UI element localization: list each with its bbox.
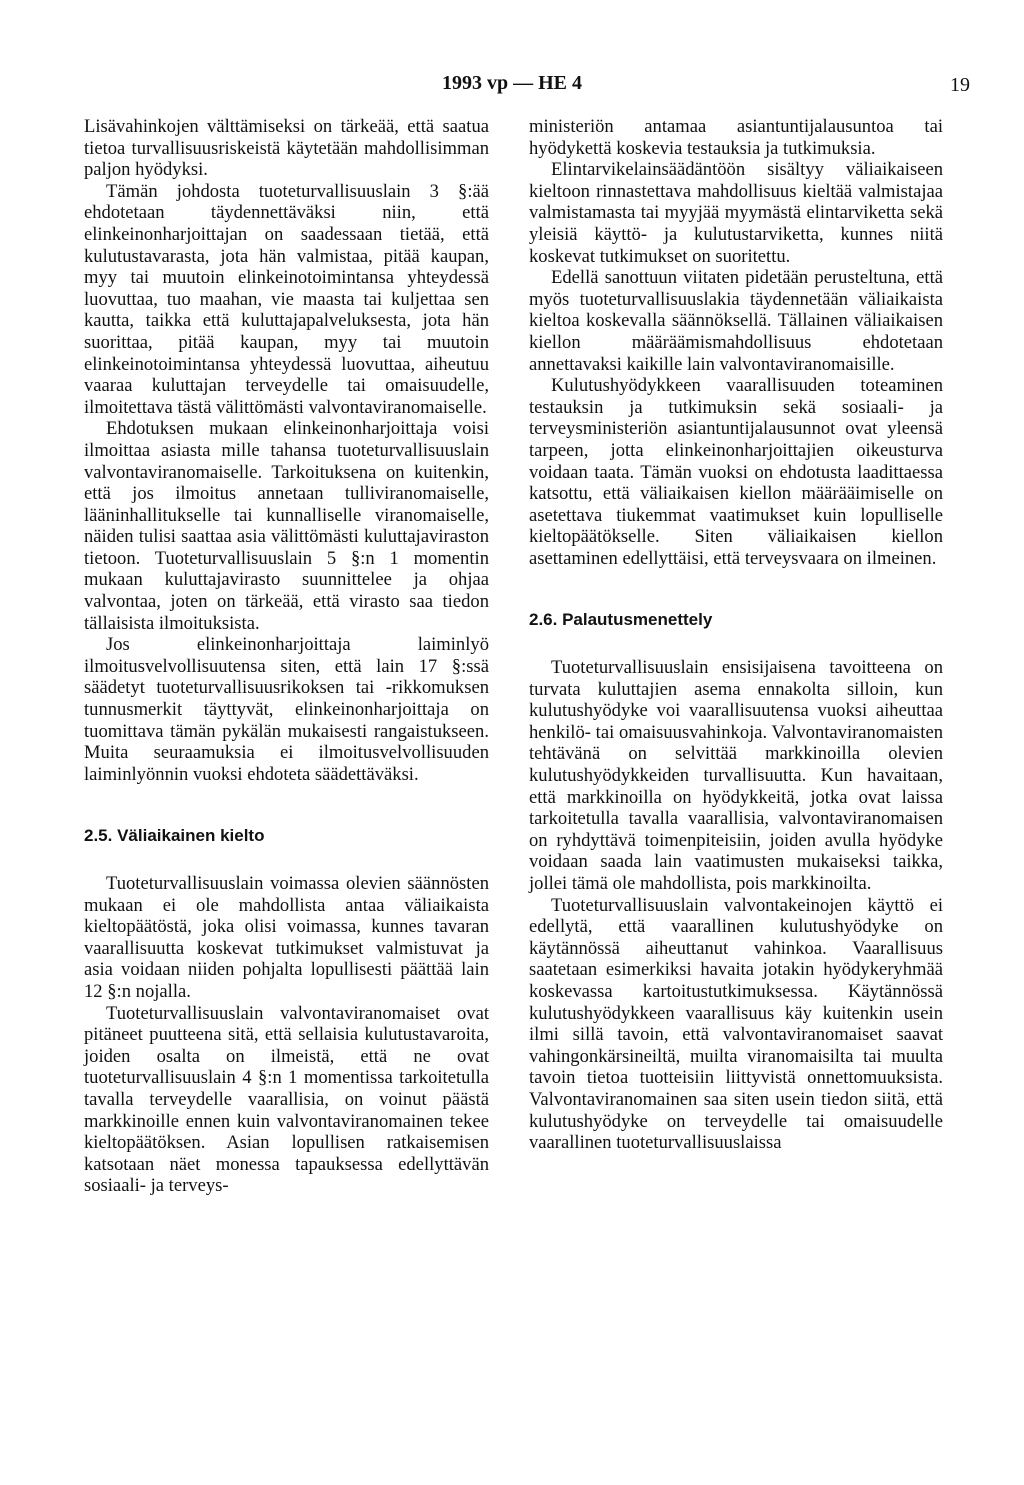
running-head: 1993 vp — HE 4 [441, 72, 583, 94]
left-column [84, 116, 489, 1197]
paragraph: Tuoteturvallisuuslain ensisijaisena tavoitteena on turvata kuluttajien asema ennakolta silloin, kun kulutushyödyke voi vaarallisuutensa vuoksi aiheuttaa henkilö- tai omaisuusvahinkoja. Valvontaviranomaisten tehtävänä on selvittää markkinoilla olevien kulutushyödykkeiden turvallisuutta. Kun havaitaan, että markkinoilla on hyödykkeitä, jotka ovat laissa tarkoitetulla tavalla vaarallisia, valvontaviranomaisen on ryhdyttävä toimenpiteisiin, joiden avulla hyödyke voidaan saada lain vaatimusten mukaiseksi taikka, jollei tämä ole mahdollista, pois markkinoilta. [529, 657, 943, 894]
page-number: 19 [950, 74, 970, 96]
paragraph: Tämän johdosta tuoteturvallisuuslain 3 §:ää ehdotetaan täydennettäväksi niin, että elinkeinonharjoittajan on saadessaan tietää, että kulutustavarasta, jota hän valmistaa, pitää kaupan, myy tai muutoin elinkeinotoimintansa yhteydessä luovuttaa, tuo maahan, vie maasta tai kuljettaa sen kautta, taikka että kuluttajapalveluksesta, jota hän suorittaa, pitää kaupan, myy tai muutoin elinkeinotoimintansa yhteydessä luovuttaa, aiheutuu vaaraa kuluttajan terveydelle tai omaisuudelle, ilmoitettava tästä välittömästi valvontaviranomaiselle. [84, 180, 489, 418]
paragraph: Edellä sanottuun viitaten pidetään perusteltuna, että myös tuoteturvallisuuslakia täydennetään väliaikaista kieltoa koskevalla säännöksellä. Tällainen väliaikaisen kiellon määräämismahdollisuus ehdotetaan annettavaksi kaikille lain valvontaviranomaisille. [529, 267, 943, 375]
paragraph: Jos elinkeinonharjoittaja laiminlyö ilmoitusvelvollisuutensa siten, että lain 17 §:ssä säädetyt tuoteturvallisuusrikoksen tai -rikkomuksen tunnusmerkit täyttyvät, elinkeinonharjoittaja on tuomittava tämän pykälän mukaisesti rangaistukseen. Muita seuraamuksia ei ilmoitusvelvollisuuden laiminlyönnin vuoksi ehdoteta säädettäväksi. [84, 634, 489, 785]
spacer [529, 631, 943, 657]
paragraph: ministeriön antamaa asiantuntijalausuntoa tai hyödykettä koskevia testauksia ja tutkimuksia. [529, 116, 943, 159]
section-heading-2-6: 2.6. Palautusmenettely [529, 610, 713, 630]
right-column [529, 116, 943, 1154]
section-heading-2-5: 2.5. Väliaikainen kielto [84, 826, 265, 846]
spacer [84, 847, 489, 873]
paragraph: Elintarvikelainsäädäntöön sisältyy väliaikaiseen kieltoon rinnastettava mahdollisuus kieltää valmistajaa valmistamasta tai myyjää myymästä elintarviketta sekä yleisiä käyttö- ja kulutustarviketta, kunnes niitä koskevat tutkimukset on suoritettu. [529, 159, 943, 267]
paragraph: Tuoteturvallisuuslain valvontaviranomaiset ovat pitäneet puutteena sitä, että sellaisia kulutustavaroita, joiden osalta on ilmeistä, että ne ovat tuoteturvallisuuslain 4 §:n 1 momentissa tarkoitetulla tavalla terveydelle vaarallisia, on voinut päästä markkinoille ennen kuin valvontaviranomainen tekee kieltopäätöksen. Asian lopullisen ratkaisemisen katsotaan näet monessa tapauksessa edellyttävän sosiaali- ja terveys- [84, 1002, 489, 1197]
paragraph: Kulutushyödykkeen vaarallisuuden toteaminen testauksin ja tutkimuksin sekä sosiaali- ja terveysministeriön asiantuntijalausunnot ovat yleensä tarpeen, jotta elinkeinonharjoittajien oikeusturva voidaan taata. Tämän vuoksi on ehdotusta laadittaessa katsottu, että väliaikaisen kiellon määrääimiselle on asetettava tiukemmat vaatimukset kuin lopulliselle kieltopäätökselle. Siten väliaikaisen kiellon asettaminen edellyttäisi, että terveysvaara on ilmeinen. [529, 375, 943, 569]
page-header [0, 72, 1024, 102]
paragraph: Tuoteturvallisuuslain voimassa olevien säännösten mukaan ei ole mahdollista antaa väliaikaista kieltopäätöstä, joka olisi voimassa, kunnes tavaran vaarallisuutta koskevat tutkimukset valmistuvat ja asia voidaan niiden pohjalta lopullisesti päättää lain 12 §:n nojalla. [84, 873, 489, 1002]
paragraph: Lisävahinkojen välttämiseksi on tärkeää, että saatua tietoa turvallisuusriskeistä käytetään mahdollisimman paljon hyödyksi. [84, 116, 489, 181]
paragraph: Ehdotuksen mukaan elinkeinonharjoittaja voisi ilmoittaa asiasta mille tahansa tuoteturvallisuuslain valvontaviranomaiselle. Tarkoituksena on kuitenkin, että jos ilmoitus annetaan tulliviranomaiselle, lääninhallitukselle tai kunnalliselle viranomaiselle, näiden tulisi saattaa asia välittömästi kuluttajaviraston tietoon. Tuoteturvallisuuslain 5 §:n 1 momentin mukaan kuluttajavirasto suunnittelee ja ohjaa valvontaa, joten on tärkeää, että virasto saa tiedon tällaisista ilmoituksista. [84, 418, 489, 634]
spacer [529, 569, 943, 609]
spacer [84, 785, 489, 825]
paragraph: Tuoteturvallisuuslain valvontakeinojen käyttö ei edellytä, että vaarallinen kulutushyödyke on käytännössä aiheuttanut vahinkoa. Vaarallisuus saatetaan esimerkiksi havaita jotakin hyödykeryhmää koskevassa kartoitustutkimuksessa. Käytännössä kulutushyödykkeen vaarallisuus käy kuitenkin usein ilmi sillä tavoin, että valvontaviranomaiset saavat vahingonkärsineiltä, muilta viranomaisilta tai muulta tavoin tietoa tuotteisiin liittyvistä onnettomuuksista. Valvontaviranomainen saa siten usein tiedon siitä, että kulutushyödyke on terveydelle tai omaisuudelle vaarallinen tuoteturvallisuuslaissa [529, 894, 943, 1154]
